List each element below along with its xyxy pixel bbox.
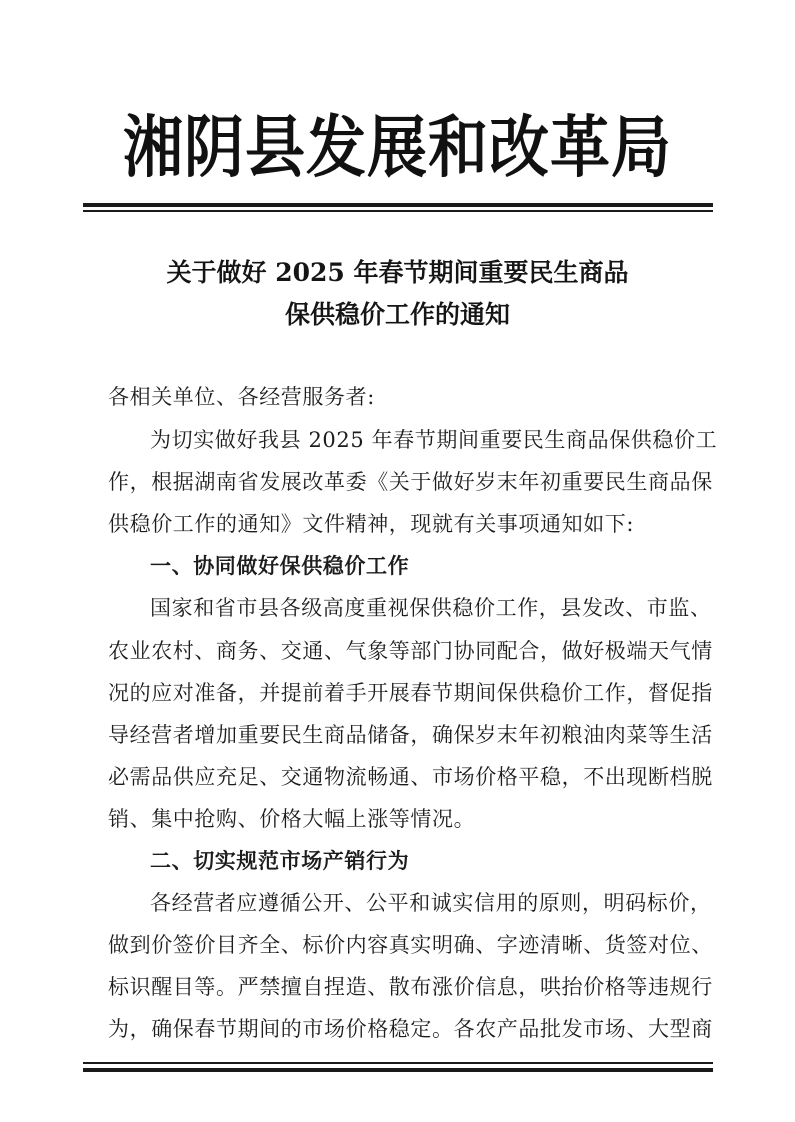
section-2-line: 做到价签价目齐全、标价内容真实明确、字迹清晰、货签对位、 (108, 933, 713, 957)
masthead-title: 湘阴县发展和改革局 (123, 108, 672, 188)
section-2-line: 各经营者应遵循公开、公平和诚实信用的原则，明码标价， (150, 891, 712, 915)
section-1-line: 必需品供应充足、交通物流畅通、市场价格平稳，不出现断档脱 (108, 765, 713, 789)
header-rule-thick (83, 203, 713, 207)
notice-title-line-1: 关于做好 2025 年春节期间重要民生商品 (166, 258, 629, 287)
intro-line: 供稳价工作的通知》文件精神，现就有关事项通知如下: (108, 512, 635, 536)
section-1-line: 农业农村、商务、交通、气象等部门协同配合，做好极端天气情 (108, 639, 713, 663)
section-2-heading: 二、切实规范市场产销行为 (150, 849, 410, 873)
footer-rule-thick (83, 1068, 713, 1072)
notice-title-line-2: 保供稳价工作的通知 (284, 300, 510, 329)
section-2-line: 标识醒目等。严禁擅自捏造、散布涨价信息，哄抬价格等违规行 (108, 975, 713, 999)
section-1-line: 国家和省市县各级高度重视保供稳价工作，县发改、市监、 (150, 596, 712, 620)
section-1-heading: 一、协同做好保供稳价工作 (150, 554, 410, 578)
footer-rule-thin (83, 1062, 713, 1064)
section-1-line: 销、集中抢购、价格大幅上涨等情况。 (108, 807, 476, 831)
section-1-line: 况的应对准备，并提前着手开展春节期间保供稳价工作，督促指 (108, 681, 713, 705)
salutation: 各相关单位、各经营服务者: (108, 385, 375, 409)
section-2-line: 为，确保春节期间的市场价格稳定。各农产品批发市场、大型商 (108, 1017, 713, 1041)
intro-line: 作，根据湖南省发展改革委《关于做好岁末年初重要民生商品保 (108, 470, 713, 494)
section-1-line: 导经营者增加重要民生商品储备，确保岁末年初粮油肉菜等生活 (108, 723, 713, 747)
intro-line: 为切实做好我县 2025 年春节期间重要民生商品保供稳价工 (150, 428, 718, 452)
header-rule-thin (83, 210, 713, 212)
